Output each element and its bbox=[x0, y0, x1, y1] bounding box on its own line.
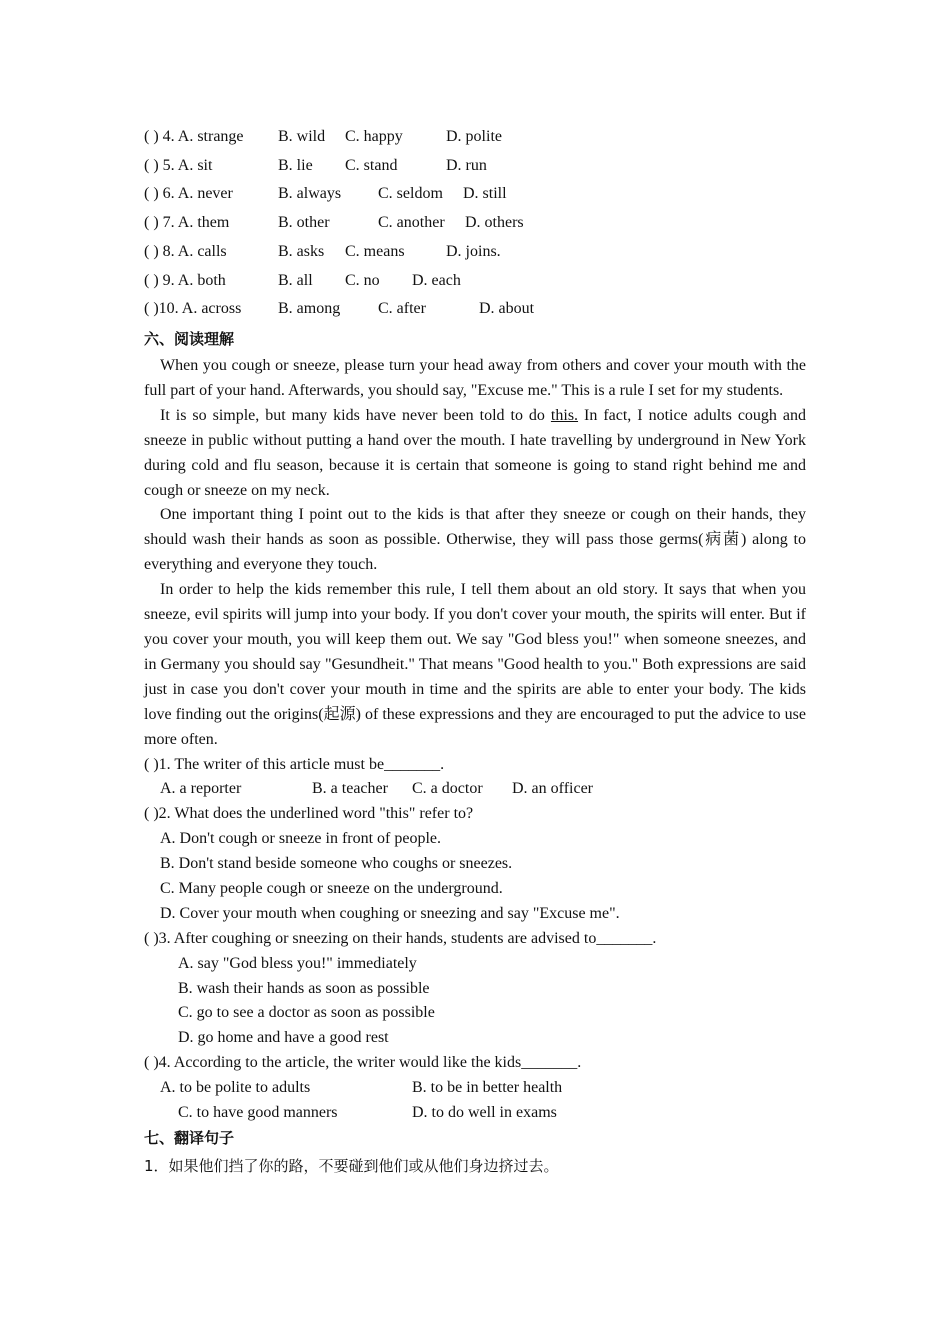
cloze-option-b: B. wild bbox=[278, 128, 326, 145]
option-b: B. to be in better health bbox=[412, 1079, 563, 1097]
cloze-option-c: C. happy bbox=[345, 128, 403, 145]
reading-section bbox=[144, 354, 806, 1179]
cloze-option-c: C. means bbox=[345, 243, 405, 260]
question-text: ( )2. What does the underlined word "this" refer to? bbox=[144, 805, 474, 823]
passage-text: It is so simple, but many kids have never been told to do bbox=[160, 406, 551, 424]
cloze-option-a: ( ) 6. A. never bbox=[144, 185, 233, 202]
option-c: C. Many people cough or sneeze on the underground. bbox=[160, 879, 503, 897]
cloze-option-a: ( ) 8. A. calls bbox=[144, 243, 227, 260]
option-a: A. Don't cough or sneeze in front of people. bbox=[160, 830, 442, 848]
question-stem bbox=[144, 802, 806, 827]
cloze-option-d: D. others bbox=[465, 214, 524, 231]
question-stem bbox=[144, 1051, 806, 1076]
translation-text: 1．如果他们挡了你的路，不要碰到他们或从他们身边挤过去。 bbox=[144, 1156, 559, 1175]
cloze-option-d: D. each bbox=[412, 272, 461, 289]
cloze-option-b: B. asks bbox=[278, 243, 325, 260]
cloze-option-c: C. another bbox=[378, 214, 445, 231]
cloze-option-d: D. run bbox=[446, 157, 487, 174]
passage-paragraph: One important thing I point out to the kids is that after they sneeze or cough on their hands, they should wash their hands as soon as possible. Otherwise, they will pass those germs(病菌) along to everything and everyone they touch. bbox=[144, 506, 806, 574]
passage-paragraph: In order to help the kids remember this rule, I tell them about an old story. It says that when you sneeze, evil spirits will jump into your body. If you don't cover your mouth, the spirits will enter. But if you cover your mouth, you will keep them out. We say "God bless you!" when someone sneezes, and in Germany you should say "Gesundheit." That means "Good health to you." Both expressions are said just in case you don't cover your mouth in time and the spirits are able to enter your body. The kids love finding out the origins(起源) of these expressions and they are encouraged to put the advice to use more often. bbox=[144, 581, 806, 748]
cloze-option-c: C. no bbox=[345, 272, 380, 289]
cloze-option-a: ( )10. A. across bbox=[144, 300, 242, 317]
section-heading-reading: 六、阅读理解 bbox=[144, 330, 235, 348]
question-text: ( )4. According to the article, the writer would like the kids_______. bbox=[144, 1054, 582, 1072]
option-b: B. a teacher bbox=[312, 780, 388, 798]
option-a: A. say "God bless you!" immediately bbox=[178, 954, 417, 972]
cloze-option-b: B. other bbox=[278, 214, 330, 231]
cloze-option-c: C. stand bbox=[345, 157, 398, 174]
cloze-row bbox=[144, 299, 844, 319]
cloze-option-c: C. seldom bbox=[378, 185, 443, 202]
cloze-row bbox=[144, 242, 844, 262]
question-text: ( )3. After coughing or sneezing on their hands, students are advised to_______. bbox=[144, 929, 657, 947]
cloze-option-a: ( ) 4. A. strange bbox=[144, 128, 244, 145]
passage-paragraph: When you cough or sneeze, please turn your head away from others and cover your mouth with the full part of your hand. Afterwards, you should say, "Excuse me." This is a rule I set for my students. bbox=[144, 357, 806, 399]
cloze-option-d: D. still bbox=[463, 185, 507, 202]
underlined-word: this. bbox=[550, 406, 579, 424]
cloze-row bbox=[144, 127, 844, 147]
option-d: D. an officer bbox=[512, 780, 593, 798]
option-d: D. Cover your mouth when coughing or sneezing and say "Excuse me". bbox=[160, 904, 620, 922]
option-b: B. Don't stand beside someone who coughs or sneezes. bbox=[160, 855, 513, 873]
passage-paragraph bbox=[144, 404, 806, 504]
question-stem bbox=[144, 753, 806, 778]
cloze-option-a: ( ) 9. A. both bbox=[144, 272, 226, 289]
cloze-option-b: B. all bbox=[278, 272, 313, 289]
heading-text: 七、翻译句子 bbox=[144, 1128, 235, 1147]
cloze-option-d: D. about bbox=[479, 300, 535, 317]
option-c: C. go to see a doctor as soon as possible bbox=[178, 1004, 435, 1022]
cloze-option-b: B. among bbox=[278, 300, 341, 317]
cloze-option-a: ( ) 5. A. sit bbox=[144, 157, 213, 174]
cloze-option-b: B. always bbox=[278, 185, 342, 202]
cloze-option-d: D. polite bbox=[446, 128, 502, 145]
option-a: A. a reporter bbox=[160, 780, 242, 798]
option-d: D. go home and have a good rest bbox=[178, 1029, 389, 1047]
cloze-row bbox=[144, 271, 844, 291]
option-c: C. a doctor bbox=[412, 780, 483, 798]
option-a: A. to be polite to adults bbox=[160, 1079, 311, 1097]
cloze-option-c: C. after bbox=[378, 300, 426, 317]
cloze-row bbox=[144, 213, 844, 233]
cloze-row bbox=[144, 156, 844, 176]
passage-text: In fact, I notice adults cough and sneeze in public without putting a hand over the mouth. I hate travelling by underground in New York during cold and flu season, because it is certain that someone is going to stand right behind me and cough or sneeze on my neck. bbox=[144, 406, 806, 499]
option-d: D. to do well in exams bbox=[412, 1103, 557, 1121]
section-heading-translation bbox=[144, 1126, 806, 1151]
cloze-option-a: ( ) 7. A. them bbox=[144, 214, 230, 231]
cloze-row bbox=[144, 184, 844, 204]
question-text: ( )1. The writer of this article must be_______. bbox=[144, 755, 445, 773]
cloze-option-b: B. lie bbox=[278, 157, 313, 174]
question-stem bbox=[144, 927, 806, 952]
option-c: C. to have good manners bbox=[178, 1103, 338, 1121]
cloze-option-d: D. joins. bbox=[446, 243, 501, 260]
option-b: B. wash their hands as soon as possible bbox=[178, 979, 430, 997]
translation-item bbox=[144, 1154, 806, 1179]
question-options bbox=[144, 777, 806, 802]
